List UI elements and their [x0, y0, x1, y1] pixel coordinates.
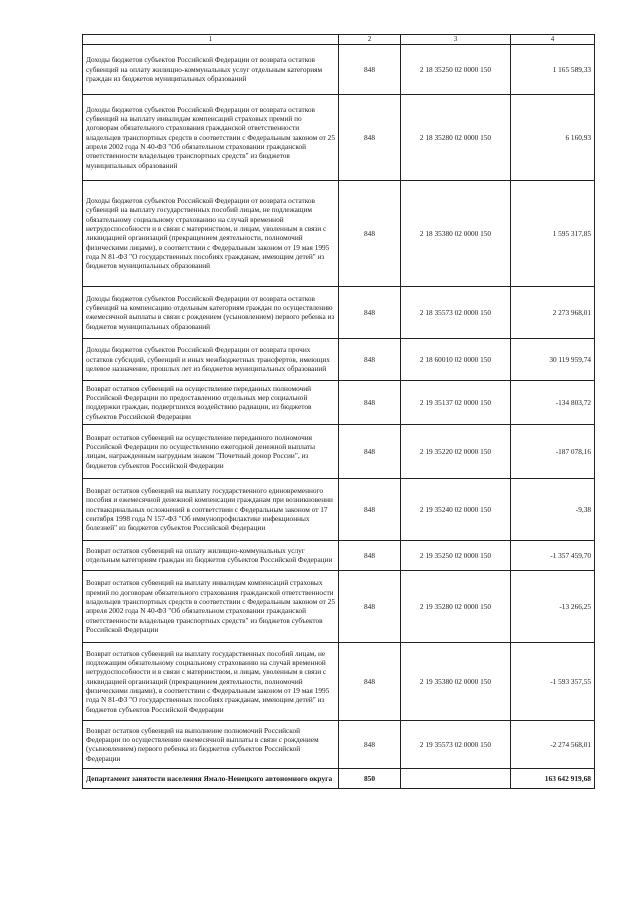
column-number-4: 4	[511, 35, 595, 45]
row-description: Возврат остатков субвенций на выплату государственных пособий лицам, не подлежащим обязательному социальному страхованию на случай временной нетрудоспособности и в связи с материнством, и лицам, уволенным в связи с ликвидацией организаций (прекращением деятельности, полномочий физическими лицами), в соответствии с Федеральным законом от 19 мая 1995 года N 81-ФЗ "О государственных пособиях гражданам, имеющим детей" из бюджетов субъектов Российской Федерации	[83, 642, 339, 720]
table-row	[83, 570, 595, 642]
table-row	[83, 540, 595, 570]
row-description: Возврат остатков субвенций на выплату инвалидам компенсаций страховых премий по договорам обязательного страхования гражданской ответственности владельцев транспортных средств в соответствии с Федеральным законом от 25 апреля 2002 года N 40-ФЗ "Об обязательном страховании гражданской ответственности владельцев транспортных средств" из бюджетов субъектов Российской Федерации	[83, 570, 339, 642]
row-description: Доходы бюджетов субъектов Российской Федерации от возврата прочих остатков субсидий, субвенций и иных межбюджетных трансфертов, имеющих целевое назначение, прошлых лет из бюджетов муниципальных образований	[83, 338, 339, 380]
row-amount: 30 119 959,74	[511, 338, 595, 380]
row-admin-code: 848	[339, 570, 401, 642]
table-row	[83, 44, 595, 94]
row-description: Доходы бюджетов субъектов Российской Федерации от возврата остатков субвенций на выплату инвалидам компенсаций страховых премий по договорам обязательного страхования гражданской ответственности владельцев транспортных средств в соответствии с Федеральным законом от 25 апреля 2002 года N 40-ФЗ "Об обязательном страховании гражданской ответственности владельцев транспортных средств" из бюджетов муниципальных образований	[83, 94, 339, 180]
row-description: Доходы бюджетов субъектов Российской Федерации от возврата остатков субвенций на выплату государственных пособий лицам, не подлежащим обязательному социальному страхованию на случай временной нетрудоспособности и в связи с материнством, и лицам, уволенным в связи с ликвидацией организаций (прекращением деятельности, полномочий физическими лицами), в соответствии с Федеральным законом от 19 мая 1995 года N 81-ФЗ "О государственных пособиях гражданам, имеющим детей" из бюджетов муниципальных образований	[83, 180, 339, 286]
department-budget-code	[401, 768, 511, 788]
table-row	[83, 94, 595, 180]
row-budget-code: 2 18 35250 02 0000 150	[401, 44, 511, 94]
row-budget-code: 2 19 35250 02 0000 150	[401, 540, 511, 570]
column-number-1: 1	[83, 35, 339, 45]
row-amount: -13 266,25	[511, 570, 595, 642]
row-description: Возврат остатков субвенций на осуществление переданного полномочия Российской Федерации по осуществлению ежегодной денежной выплаты лицам, награжденным нагрудным знаком "Почетный донор России", из бюджетов субъектов Российской Федерации	[83, 424, 339, 478]
row-admin-code: 848	[339, 286, 401, 338]
row-description: Доходы бюджетов субъектов Российской Федерации от возврата остатков субвенций на оплату жилищно-коммунальных услуг отдельным категориям граждан из бюджетов муниципальных образований	[83, 44, 339, 94]
row-description: Возврат остатков субвенций на выполнение полномочий Российской Федерации по осуществлению ежемесячной выплаты в связи с рождением (усыновлением) первого ребенка из бюджетов субъектов Российской Федерации	[83, 720, 339, 768]
row-description: Возврат остатков субвенций на осуществление переданных полномочий Российской Федерации по предоставлению отдельных мер социальной поддержки граждан, подвергшихся воздействию радиации, из бюджетов субъектов Российской Федерации	[83, 380, 339, 424]
row-admin-code: 848	[339, 380, 401, 424]
row-budget-code: 2 19 35280 02 0000 150	[401, 570, 511, 642]
table-row	[83, 720, 595, 768]
column-number-2: 2	[339, 35, 401, 45]
row-amount: -2 274 568,01	[511, 720, 595, 768]
table-row	[83, 338, 595, 380]
department-total-row	[83, 768, 595, 788]
row-budget-code: 2 18 60010 02 0000 150	[401, 338, 511, 380]
row-amount: 1 595 317,85	[511, 180, 595, 286]
row-budget-code: 2 18 35573 02 0000 150	[401, 286, 511, 338]
row-admin-code: 848	[339, 94, 401, 180]
row-description: Возврат остатков субвенций на оплату жилищно-коммунальных услуг отдельным категориям граждан из бюджетов субъектов Российской Федерации	[83, 540, 339, 570]
column-number-3: 3	[401, 35, 511, 45]
row-budget-code: 2 19 35573 02 0000 150	[401, 720, 511, 768]
row-amount: -187 078,16	[511, 424, 595, 478]
table-row	[83, 424, 595, 478]
table-row	[83, 180, 595, 286]
department-total-amount: 163 642 919,68	[511, 768, 595, 788]
row-admin-code: 848	[339, 720, 401, 768]
row-amount: 6 160,93	[511, 94, 595, 180]
table-row	[83, 478, 595, 540]
department-admin-code: 850	[339, 768, 401, 788]
row-admin-code: 848	[339, 180, 401, 286]
row-admin-code: 848	[339, 540, 401, 570]
row-admin-code: 848	[339, 44, 401, 94]
row-budget-code: 2 19 35137 02 0000 150	[401, 380, 511, 424]
row-amount: -1 593 357,55	[511, 642, 595, 720]
document-page	[82, 34, 594, 789]
row-budget-code: 2 18 35280 02 0000 150	[401, 94, 511, 180]
row-budget-code: 2 18 35380 02 0000 150	[401, 180, 511, 286]
row-admin-code: 848	[339, 478, 401, 540]
row-admin-code: 848	[339, 338, 401, 380]
row-amount: -9,38	[511, 478, 595, 540]
row-admin-code: 848	[339, 424, 401, 478]
table-row	[83, 286, 595, 338]
row-budget-code: 2 19 35220 02 0000 150	[401, 424, 511, 478]
row-budget-code: 2 19 35380 02 0000 150	[401, 642, 511, 720]
row-description: Доходы бюджетов субъектов Российской Федерации от возврата остатков субвенций на компенсацию отдельным категориям граждан по осуществлению ежемесячной выплаты в связи с рождением (усыновлением) первого ребенка из бюджетов муниципальных образований	[83, 286, 339, 338]
table-row	[83, 642, 595, 720]
row-amount: 1 165 589,33	[511, 44, 595, 94]
row-admin-code: 848	[339, 642, 401, 720]
row-amount: 2 273 968,01	[511, 286, 595, 338]
row-description: Возврат остатков субвенций на выплату государственного единовременного пособия и ежемесячной денежной компенсации гражданам при возникновении поствакцинальных осложнений в соответствии с Федеральным законом от 17 сентября 1998 года N 157-ФЗ "Об иммунопрофилактике инфекционных болезней" из бюджетов субъектов Российской Федерации	[83, 478, 339, 540]
row-budget-code: 2 19 35240 02 0000 150	[401, 478, 511, 540]
row-amount: -134 803,72	[511, 380, 595, 424]
revenue-table	[82, 34, 595, 789]
column-number-row	[83, 35, 595, 45]
department-name: Департамент занятости населения Ямало-Ненецкого автономного округа	[83, 768, 339, 788]
table-row	[83, 380, 595, 424]
row-amount: -1 357 459,70	[511, 540, 595, 570]
